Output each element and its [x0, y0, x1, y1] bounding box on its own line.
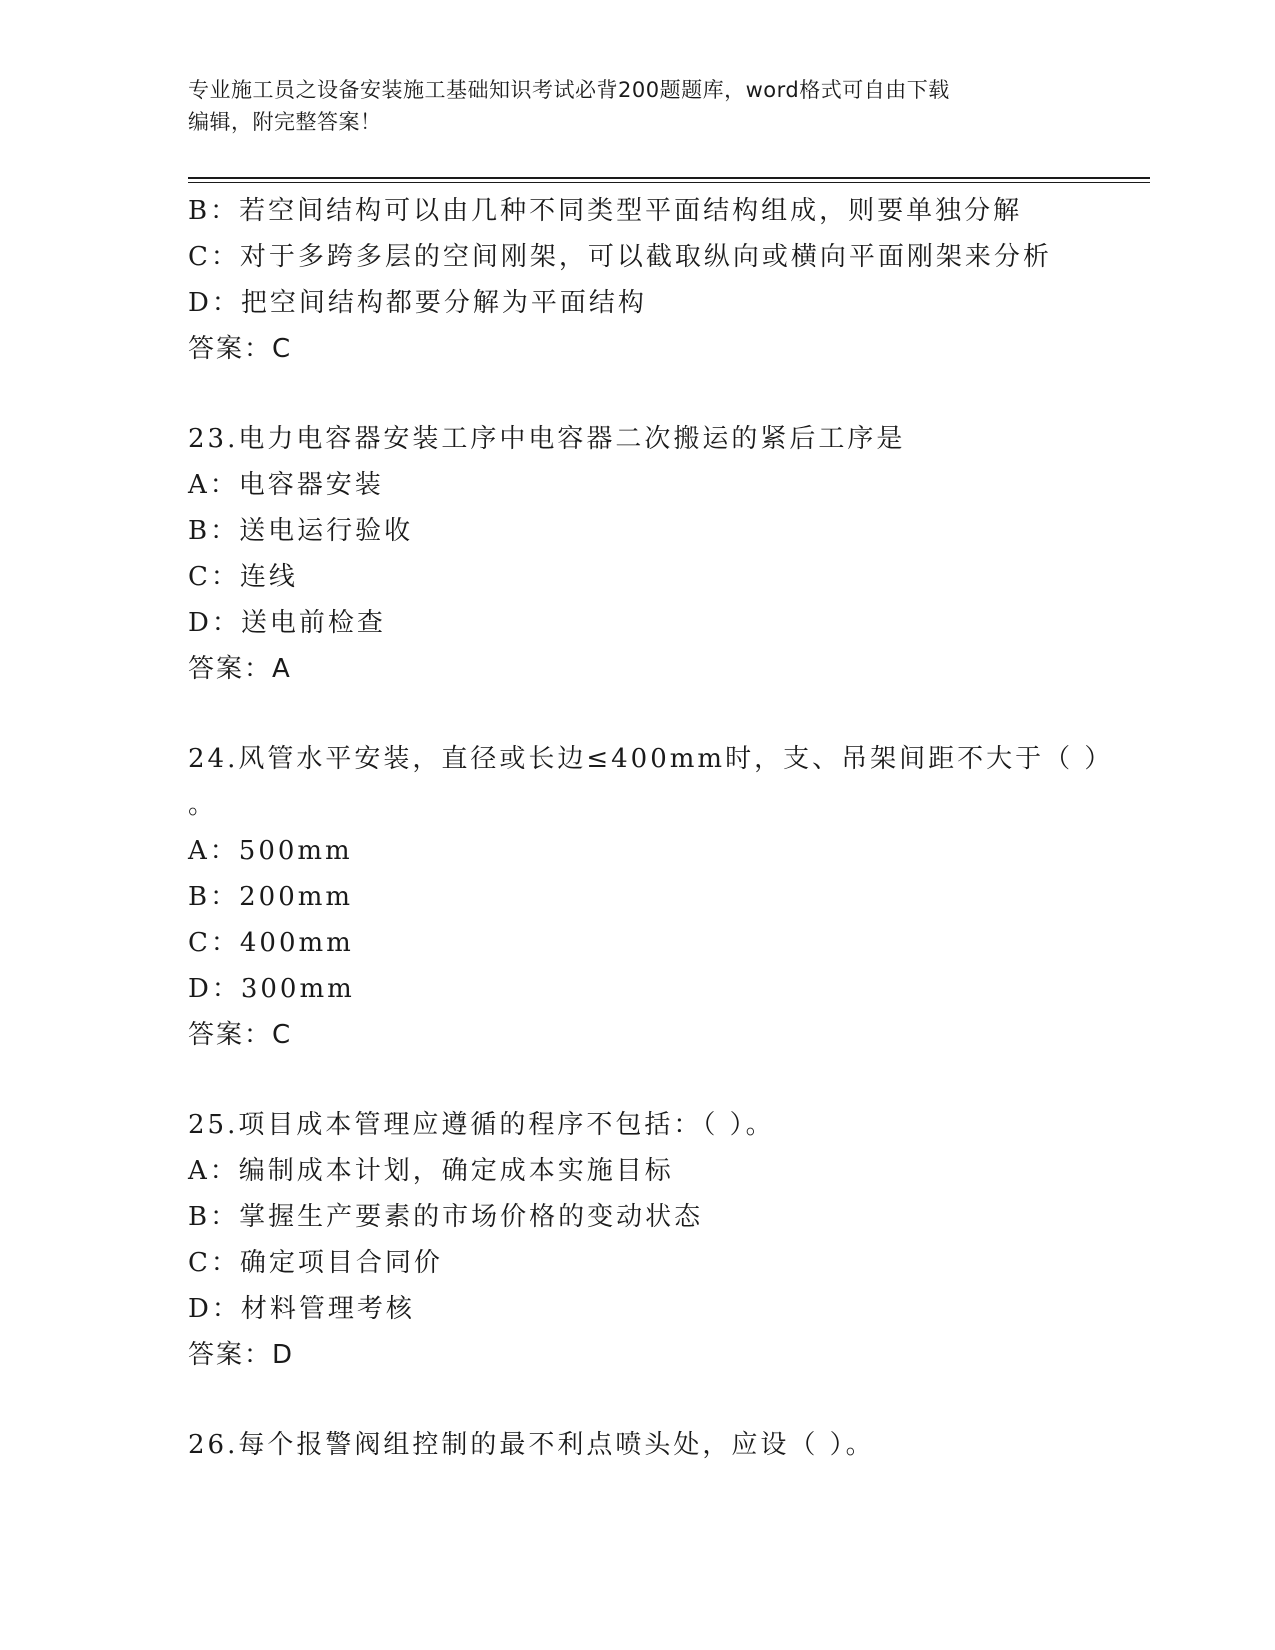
- option-b: B：若空间结构可以由几种不同类型平面结构组成，则要单独分解: [188, 196, 1023, 226]
- option-c: C：400mm: [188, 928, 354, 958]
- answer-label: 答案：C: [188, 1020, 293, 1050]
- answer-label: 答案：A: [188, 654, 292, 684]
- option-b: B：200mm: [188, 882, 354, 912]
- option-b: B：掌握生产要素的市场价格的变动状态: [188, 1202, 704, 1232]
- question-stem-continuation: 。: [188, 790, 218, 820]
- option-d: D：送电前检查: [188, 608, 386, 638]
- question-stem: 23.电力电容器安装工序中电容器二次搬运的紧后工序是: [188, 424, 906, 454]
- header-line-2: 编辑，附完整答案！: [188, 110, 382, 134]
- option-d: D：300mm: [188, 974, 355, 1004]
- option-b: B：送电运行验收: [188, 516, 414, 546]
- question-stem: 24.风管水平安装，直径或长边≤400mm时，支、吊架间距不大于（ ）: [188, 744, 1114, 774]
- question-22-tail: [188, 188, 1150, 372]
- option-d: D：材料管理考核: [188, 1294, 415, 1324]
- answer-label: 答案：C: [188, 334, 293, 364]
- header-divider-thin: [188, 182, 1150, 183]
- question-26: [188, 1422, 1150, 1468]
- header-divider-thick: [188, 177, 1150, 179]
- option-d: D：把空间结构都要分解为平面结构: [188, 288, 647, 318]
- header-line-1: 专业施工员之设备安装施工基础知识考试必背200题题库，word格式可自由下载: [188, 78, 950, 102]
- option-a: A：500mm: [188, 836, 353, 866]
- answer-label: 答案：D: [188, 1340, 295, 1370]
- option-c: C：对于多跨多层的空间刚架，可以截取纵向或横向平面刚架来分析: [188, 242, 1052, 272]
- question-stem: 25.项目成本管理应遵循的程序不包括：（ ）。: [188, 1110, 775, 1140]
- question-list: [188, 188, 1150, 1468]
- option-a: A：编制成本计划，确定成本实施目标: [188, 1156, 674, 1186]
- document-header: [188, 74, 1088, 138]
- option-c: C：连线: [188, 562, 298, 592]
- option-a: A：电容器安装: [188, 470, 384, 500]
- question-25: [188, 1102, 1150, 1378]
- option-c: C：确定项目合同价: [188, 1248, 443, 1278]
- question-24: [188, 736, 1150, 1058]
- question-23: [188, 416, 1150, 692]
- question-stem: 26.每个报警阀组控制的最不利点喷头处，应设（ ）。: [188, 1430, 875, 1460]
